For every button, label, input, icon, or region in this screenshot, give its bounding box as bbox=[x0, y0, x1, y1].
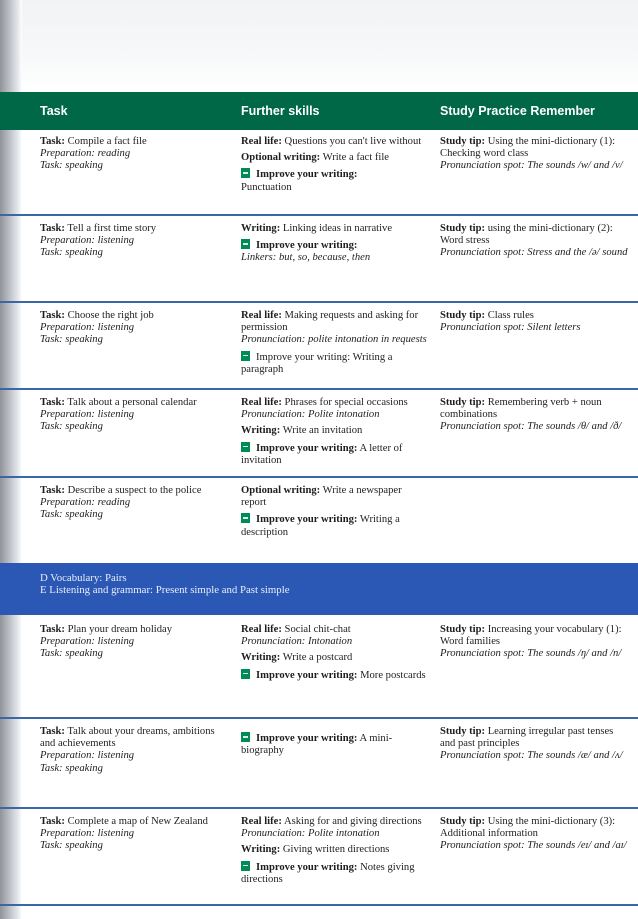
row-divider bbox=[0, 904, 638, 906]
unit-band bbox=[0, 563, 638, 615]
table-header bbox=[0, 92, 638, 130]
row-divider bbox=[0, 807, 638, 809]
further-skills-cell: Real life: Making requests and asking for permission Pronunciation: polite intonation in requests Improve your writing: Writing a paragraph bbox=[241, 310, 427, 375]
further-skills-cell: Optional writing: Write a newspaper report Improve your writing: Writing a description bbox=[241, 485, 402, 538]
writing-icon bbox=[241, 351, 250, 361]
row-divider bbox=[0, 476, 638, 478]
further-skills-cell: Real life: Social chit-chat Pronunciation: Intonation Writing: Write a postcard Improve your writing: More postcards bbox=[241, 624, 426, 681]
study-cell: Study tip: Using the mini-dictionary (1): Checking word class Pronunciation spot: The sounds /w/ and /v/ bbox=[440, 136, 623, 172]
further-skills-cell: Real life: Phrases for special occasions Pronunciation: Polite intonation Writing: Write an invitation Improve your writing: A letter of invitation bbox=[241, 397, 408, 466]
further-skills-cell: Improve your writing: A mini-biography bbox=[241, 733, 393, 757]
writing-icon bbox=[241, 168, 250, 178]
row-divider bbox=[0, 214, 638, 216]
header-task: Task bbox=[40, 104, 68, 118]
row-divider bbox=[0, 388, 638, 390]
writing-icon bbox=[241, 513, 250, 523]
writing-icon bbox=[241, 669, 250, 679]
task-cell: Task: Describe a suspect to the police Preparation: reading Task: speaking bbox=[40, 485, 202, 521]
study-cell: Study tip: Using the mini-dictionary (3): Additional information Pronunciation spot: The sounds /eɪ/ and /aɪ/ bbox=[440, 816, 627, 852]
band-line-d: D Vocabulary: Pairs bbox=[40, 572, 127, 584]
header-study: Study Practice Remember bbox=[440, 104, 595, 118]
task-cell: Task: Talk about a personal calendar Preparation: listening Task: speaking bbox=[40, 397, 197, 433]
header-further-skills: Further skills bbox=[241, 104, 320, 118]
writing-icon bbox=[241, 861, 250, 871]
row-divider bbox=[0, 717, 638, 719]
row-divider bbox=[0, 301, 638, 303]
further-skills-cell: Real life: Asking for and giving directions Pronunciation: Polite intonation Writing: Giving written directions Improve your writing: Notes giving directions bbox=[241, 816, 422, 885]
study-cell: Study tip: Increasing your vocabulary (1): Word families Pronunciation spot: The sounds /ŋ/ and /n/ bbox=[440, 624, 622, 660]
task-cell: Task: Talk about your dreams, ambitions and achievements Preparation: listening Task: speaking bbox=[40, 726, 215, 774]
writing-icon bbox=[241, 732, 250, 742]
further-skills-cell: Real life: Questions you can't live without Optional writing: Write a fact file Improve your writing: Punctuation bbox=[241, 136, 422, 193]
study-cell: Study tip: Learning irregular past tenses and past principles Pronunciation spot: The sounds /æ/ and /ʌ/ bbox=[440, 726, 623, 762]
study-cell: Study tip: using the mini-dictionary (2): Word stress Pronunciation spot: Stress and the /ə/ sound bbox=[440, 223, 628, 259]
study-cell: Study tip: Remembering verb + noun combinations Pronunciation spot: The sounds /θ/ and /ð/ bbox=[440, 397, 622, 433]
writing-icon bbox=[241, 239, 250, 249]
page-top-shading bbox=[0, 0, 638, 92]
further-skills-cell: Writing: Linking ideas in narrative Improve your writing: Linkers: but, so, because, then bbox=[241, 223, 393, 264]
task-cell: Task: Choose the right job Preparation: listening Task: speaking bbox=[40, 310, 154, 346]
study-cell: Study tip: Class rules Pronunciation spot: Silent letters bbox=[440, 310, 581, 334]
book-spine-shadow bbox=[0, 0, 22, 919]
task-cell: Task: Complete a map of New Zealand Preparation: listening Task: speaking bbox=[40, 816, 208, 852]
band-line-e: E Listening and grammar: Present simple and Past simple bbox=[40, 584, 290, 596]
writing-icon bbox=[241, 442, 250, 452]
task-cell: Task: Compile a fact file Preparation: reading Task: speaking bbox=[40, 136, 147, 172]
task-cell: Task: Tell a first time story Preparation: listening Task: speaking bbox=[40, 223, 157, 259]
task-cell: Task: Plan your dream holiday Preparation: listening Task: speaking bbox=[40, 624, 173, 660]
